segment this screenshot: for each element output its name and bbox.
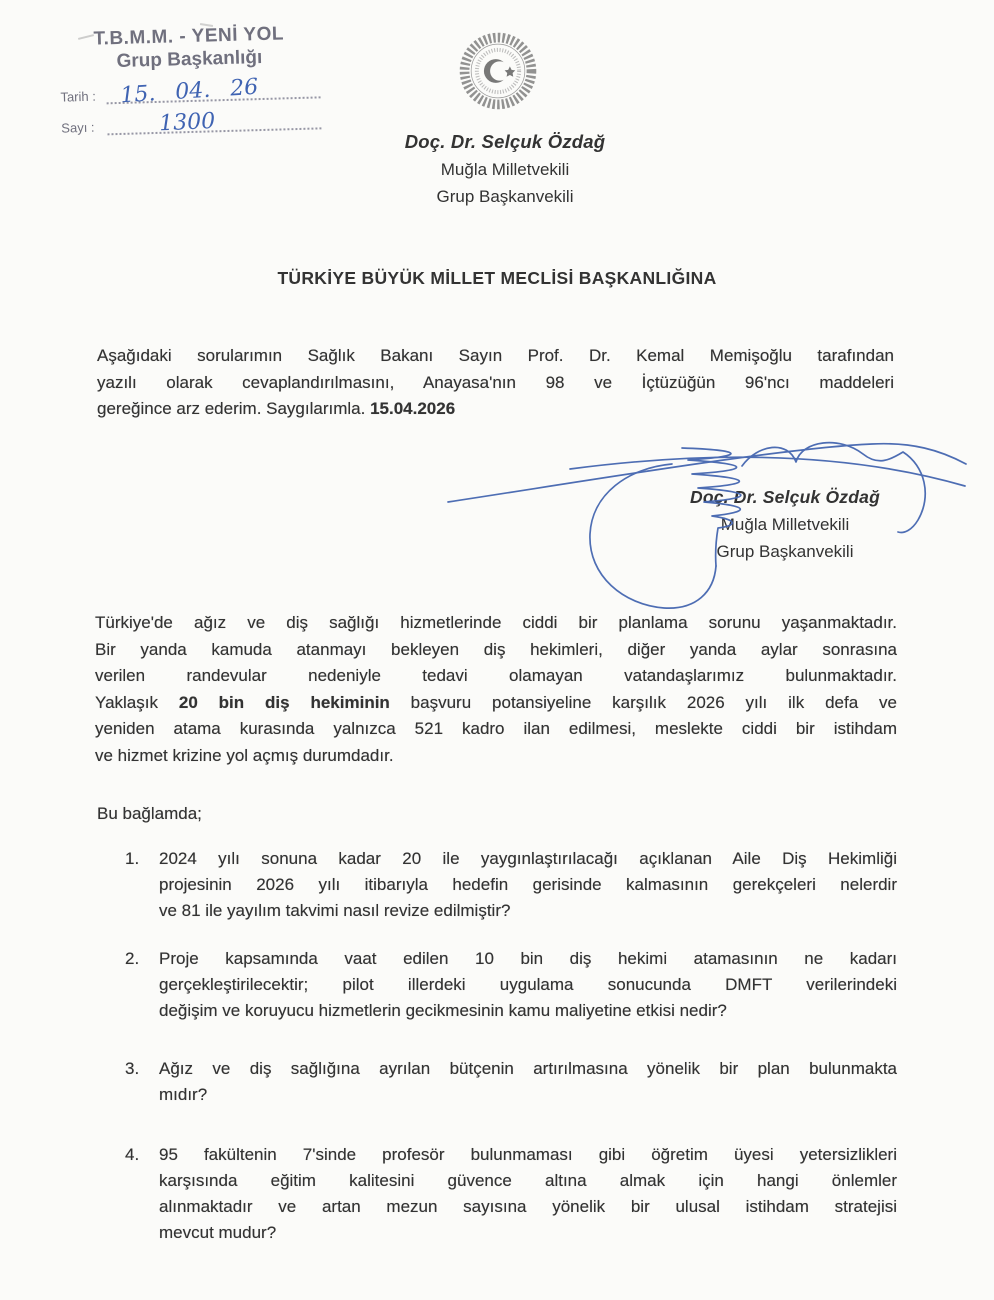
- body-line: verilen randevular nedeniyle tedavi olamayan vatandaşlarımız bulunmaktadır.: [95, 666, 897, 685]
- petition-line: yazılı olarak cevaplandırılmasını, Anayasa'nın 98 ve İçtüzüğün 96'ncı maddeleri: [97, 372, 894, 392]
- stamp-date-row: [60, 74, 321, 109]
- question-line: gerçekleştirilecektir; pilot illerdeki uygulama sonucunda DMFT verilerindeki: [159, 975, 897, 994]
- letterhead-title-2: Grup Başkanvekili: [436, 187, 574, 206]
- question-item-1: [125, 846, 897, 924]
- question-list: [125, 846, 897, 1246]
- letterhead: [8, 131, 994, 207]
- body-line: Türkiye'de ağız ve diş sağlığı hizmetlerinde ciddi bir planlama sorunu yaşanmaktadır.: [95, 613, 897, 632]
- body-paragraph: [95, 610, 897, 769]
- question-number: 4.: [125, 1145, 140, 1164]
- question-item-4: [125, 1142, 897, 1246]
- question-line: alınmaktadır ve artan mezun sayısına yönelik bir ulusal istihdam stratejisi: [159, 1197, 897, 1216]
- petition-line: [97, 396, 894, 423]
- stamp-office: Grup Başkanlığı: [116, 46, 263, 73]
- question-text: [159, 846, 897, 924]
- stamp-number-handwritten: 1300: [158, 108, 216, 137]
- question-text: [159, 946, 897, 1024]
- signature-name: Doç. Dr. Selçuk Özdağ: [690, 487, 880, 507]
- question-text: [159, 1142, 897, 1246]
- document-heading: TÜRKİYE BÜYÜK MİLLET MECLİSİ BAŞKANLIĞINA: [277, 268, 717, 288]
- registry-stamp: [59, 22, 322, 136]
- body-line: [95, 690, 897, 717]
- question-line: mevcut mudur?: [159, 1223, 277, 1242]
- question-line: Proje kapsamında vaat edilen 10 bin diş hekimi atamasının ne kadarı: [159, 949, 897, 968]
- body-line: ve hizmet krizine yol açmış durumdadır.: [95, 745, 394, 765]
- question-number: 3.: [125, 1059, 140, 1078]
- question-item-3: [125, 1056, 897, 1108]
- tbmm-emblem-icon: [454, 27, 542, 115]
- question-line: değişim ve koruyucu hizmetlerin gecikmesinin kamu maliyetine etkisi nedir?: [159, 1001, 727, 1020]
- letterhead-title-1: Muğla Milletvekili: [440, 160, 570, 179]
- context-line: Bu bağlamda;: [97, 804, 202, 823]
- signature-block: [615, 487, 955, 562]
- question-number: 1.: [125, 849, 140, 868]
- body-line-segment: Yaklaşık: [95, 692, 179, 712]
- question-text: [159, 1056, 897, 1108]
- petition-closing: gereğince arz ederim. Saygılarımla.: [97, 399, 371, 418]
- signature-title-2: Grup Başkanvekili: [716, 542, 854, 561]
- stamp-date-line: [106, 74, 321, 109]
- question-line: projesinin 2026 yılı itibarıyla hedefin gerisinde kalmasının gerekçeleri nelerdir: [159, 875, 897, 894]
- body-line: yeniden atama kurasında yalnızca 521 kadro ilan edilmesi, meslekte ciddi bir istihdam: [95, 719, 897, 738]
- petition-line: Aşağıdaki sorularımın Sağlık Bakanı Sayın Prof. Dr. Kemal Memişoğlu tarafından: [97, 346, 894, 365]
- stamp-date-label: Tarih :: [60, 88, 97, 105]
- stamp-org: T.B.M.M. - YENİ YOL: [93, 23, 285, 50]
- petition-paragraph: [97, 343, 894, 423]
- body-line-segment: başvuru potansiyeline karşılık 2026 yılı ilk defa ve: [389, 692, 897, 712]
- stamp-number-label: Sayı :: [61, 119, 95, 136]
- body-line: Bir yanda kamuda atanmayı bekleyen diş hekimleri, diğer yanda aylar sonrasına: [95, 639, 897, 659]
- question-line: ve 81 ile yayılım takvimi nasıl revize edilmiştir?: [159, 901, 511, 920]
- question-line: Ağız ve diş sağlığına ayrılan bütçenin artırılmasına yönelik bir plan bulunmakta: [159, 1059, 897, 1078]
- question-line: mıdır?: [159, 1085, 208, 1104]
- body-line-bold-segment: 20 bin diş hekiminin: [178, 692, 390, 712]
- petition-date: 15.04.2026: [370, 399, 456, 418]
- question-line: 95 fakültenin 7'sinde profesör bulunmaması gibi öğretim üyesi yetersizlikleri: [159, 1145, 897, 1164]
- question-line: karşısında eğitim kalitesini güvence altına almak için hangi önlemler: [159, 1171, 897, 1190]
- letterhead-name: Doç. Dr. Selçuk Özdağ: [404, 131, 606, 152]
- signature-title-1: Muğla Milletvekili: [720, 515, 850, 534]
- question-line: 2024 yılı sonuna kadar 20 ile yaygınlaştırılacağı açıklanan Aile Diş Hekimliği: [159, 849, 897, 868]
- question-item-2: [125, 946, 897, 1024]
- question-number: 2.: [125, 949, 140, 968]
- stamp-date-handwritten: 15. 04. 26: [119, 74, 259, 109]
